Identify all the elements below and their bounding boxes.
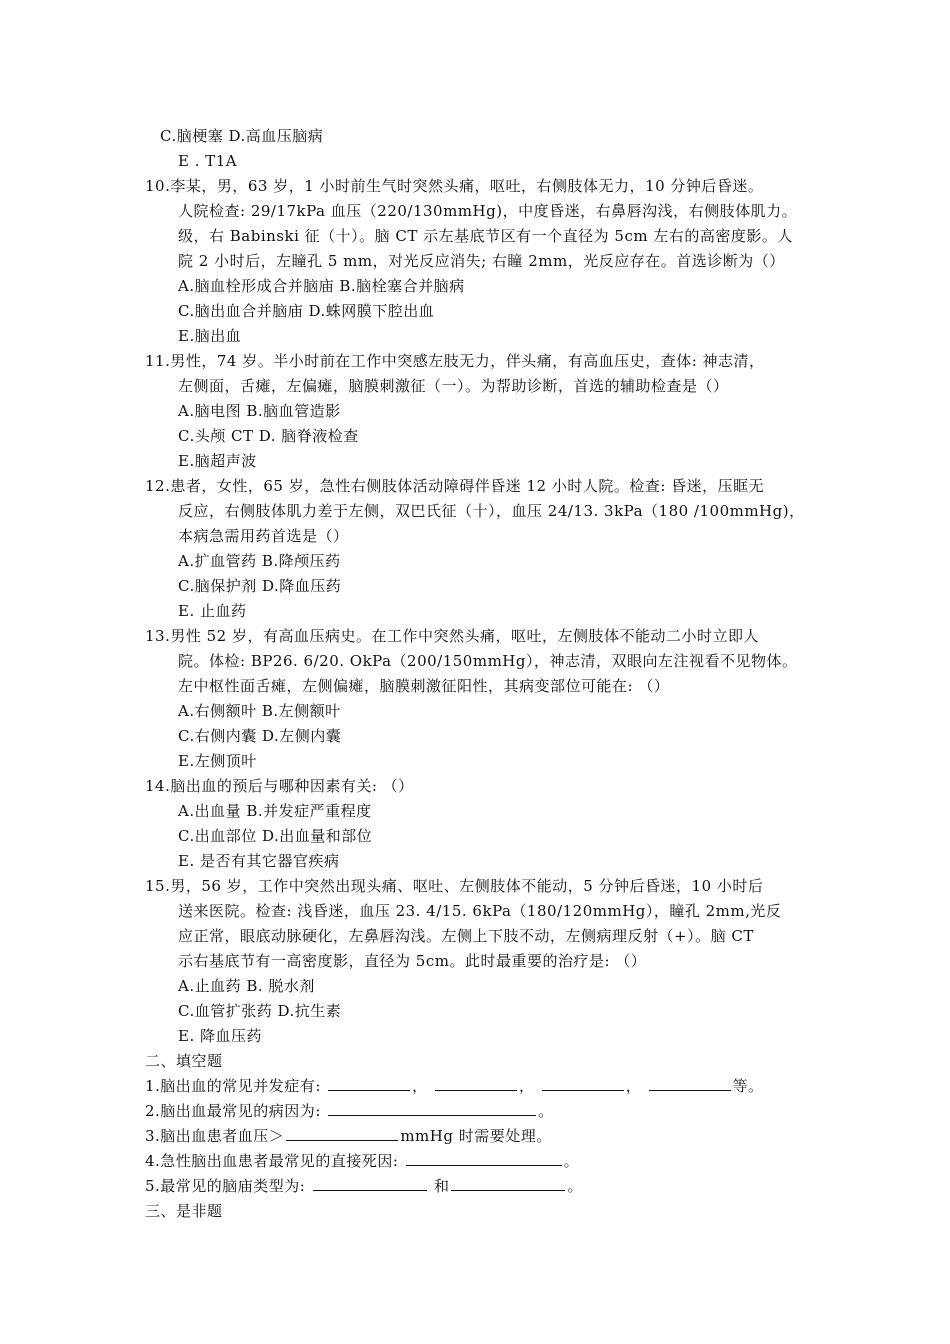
fill-q2-suffix: 。 (538, 1102, 554, 1120)
q11-option-e: E.脑超声波 (178, 452, 257, 470)
q10-stem-2: 人院检查: 29/17kPa 血压（220/130mmHg)，中度昏迷，右鼻唇沟浅，右侧肢体肌力。 (178, 202, 798, 220)
q14-option-cd: C.出血部位 D.出血量和部位 (178, 827, 373, 845)
q10-stem-1: 10.李某，男，63 岁，1 小时前生气时突然头痛，呕吐，右侧肢体无力，10 分钟后昏迷。 (145, 177, 764, 195)
fill-q3-prefix: 3.脑出血患者血压＞ (145, 1127, 285, 1145)
q15-option-ab: A.止血药 B. 脱水剂 (178, 977, 315, 995)
q13-stem-3: 左中枢性面舌瘫，左侧偏瘫，脑膜刺激征阳性，其病变部位可能在: （） (178, 677, 670, 695)
fill-q2 (145, 1101, 554, 1121)
q10-stem-4: 院 2 小时后，左瞳孔 5 mm，对光反应消失; 右瞳 2mm，光反应存在。首选诊断为（） (178, 252, 785, 270)
fill-q4-suffix: 。 (563, 1152, 580, 1170)
fill-q1 (145, 1076, 764, 1096)
q12-stem-2: 反应，右侧肢体肌力差于左侧，双巴氏征（十），血压 24/13. 3kPa（180 /100mmHg)， (178, 502, 805, 520)
q11-stem-2: 左侧面，舌瘫，左偏瘫，脑膜刺激征（一）。为帮助诊断，首选的辅助检查是（） (178, 377, 729, 395)
q12-stem-1: 12.患者，女性，65 岁，急性右侧肢体活动障碍伴昏迷 12 小时人院。检查: 昏迷，压眶无 (145, 477, 765, 495)
fill-q5-blank-2[interactable] (451, 1176, 565, 1191)
fill-q1-sep-1: ， (412, 1077, 428, 1095)
q13-option-cd: C.右侧内囊 D.左侧内囊 (178, 727, 342, 745)
q15-stem-1: 15.男，56 岁，工作中突然出现头痛、呕吐、左侧肢体不能动，5 分钟后昏迷，10 小时后 (145, 877, 764, 895)
q14-option-ab: A.出血量 B.并发症严重程度 (178, 802, 372, 820)
fill-q1-suffix: 等。 (732, 1077, 764, 1095)
q12-option-e: E. 止血药 (178, 602, 247, 620)
fill-q5-prefix: 5.最常见的脑庙类型为: (145, 1177, 306, 1195)
q11-option-ab: A.脑电图 B.脑血管造影 (178, 402, 341, 420)
q11-stem-1: 11.男性，74 岁。半小时前在工作中突感左肢无力，伴头痛，有高血压史，查体: 神志清， (145, 352, 765, 370)
q15-option-cd: C.血管扩张药 D.抗生素 (178, 1002, 342, 1020)
q10-option-cd: C.脑出血合并脑庙 D.蛛网膜下腔出血 (178, 302, 435, 320)
q13-option-e: E.左侧顶叶 (178, 752, 257, 770)
fill-q1-blank-3[interactable] (542, 1076, 624, 1091)
q15-option-e: E. 降血压药 (178, 1027, 262, 1045)
fill-q5-blank-1[interactable] (313, 1176, 427, 1191)
fill-q5-suffix: 。 (567, 1177, 583, 1195)
section-2-heading: 二、填空题 (145, 1052, 223, 1070)
fill-q3 (145, 1126, 552, 1146)
q10-option-e: E.脑出血 (178, 327, 242, 345)
fill-q2-prefix: 2.脑出血最常见的病因为: (145, 1102, 321, 1120)
fill-q1-sep-3: ， (625, 1077, 642, 1095)
q13-option-ab: A.右侧额叶 B.左侧额叶 (178, 702, 341, 720)
q10-stem-3: 级，右 Babinski 征（十）。脑 CT 示左基底节区有一个直径为 5cm 左右的高密度影。人 (178, 227, 793, 245)
fill-q3-suffix: mmHg 时需要处理。 (400, 1127, 552, 1145)
fill-q1-prefix: 1.脑出血的常见并发症有: (145, 1077, 321, 1095)
q14-option-e: E. 是否有其它器官疾病 (178, 852, 340, 870)
fill-q1-blank-1[interactable] (328, 1076, 410, 1091)
q9-option-e: E . T1A (178, 152, 238, 170)
fill-q3-blank[interactable] (286, 1126, 398, 1141)
fill-q1-blank-4[interactable] (649, 1076, 731, 1091)
fill-q4 (145, 1151, 579, 1171)
fill-q5-middle: 和 (433, 1177, 450, 1195)
q9-option-cd: C.脑梗塞 D.高血压脑病 (160, 127, 324, 145)
q14-stem: 14.脑出血的预后与哪种因素有关: （） (145, 777, 414, 795)
q12-stem-3: 本病急需用药首选是（） (178, 527, 349, 545)
fill-q2-blank[interactable] (328, 1101, 536, 1116)
q10-option-ab: A.脑血栓形成合并脑庙 B.脑栓塞合并脑病 (178, 277, 465, 295)
fill-q5 (145, 1176, 583, 1196)
section-3-heading: 三、是非题 (145, 1202, 223, 1220)
q11-option-cd: C.头颅 CT D. 脑脊液检查 (178, 427, 359, 445)
fill-q4-prefix: 4.急性脑出血患者最常见的直接死因: (145, 1152, 399, 1170)
q12-option-ab: A.扩血管药 B.降颅压药 (178, 552, 341, 570)
q13-stem-2: 院。体检: BP26. 6/20. OkPa（200/150mmHg），神志清，双眼向左注视看不见物体。 (178, 652, 798, 670)
fill-q1-sep-2: ， (518, 1077, 535, 1095)
q15-stem-4: 示右基底节有一高密度影，直径为 5cm。此时最重要的治疗是: （） (178, 952, 647, 970)
q13-stem-1: 13.男性 52 岁，有高血压病史。在工作中突然头痛，呕吐，左侧肢体不能动二小时立即人 (145, 627, 759, 645)
fill-q4-blank[interactable] (406, 1151, 562, 1166)
q15-stem-3: 应正常，眼底动脉硬化，左鼻唇沟浅。左侧上下肢不动，左侧病理反射（+）。脑 CT (178, 927, 754, 945)
q12-option-cd: C.脑保护剂 D.降血压药 (178, 577, 342, 595)
q15-stem-2: 送来医院。检查: 浅昏迷，血压 23. 4/15. 6kPa（180/120mmHg），瞳孔 2mm,光反 (178, 902, 782, 920)
fill-q1-blank-2[interactable] (435, 1076, 517, 1091)
